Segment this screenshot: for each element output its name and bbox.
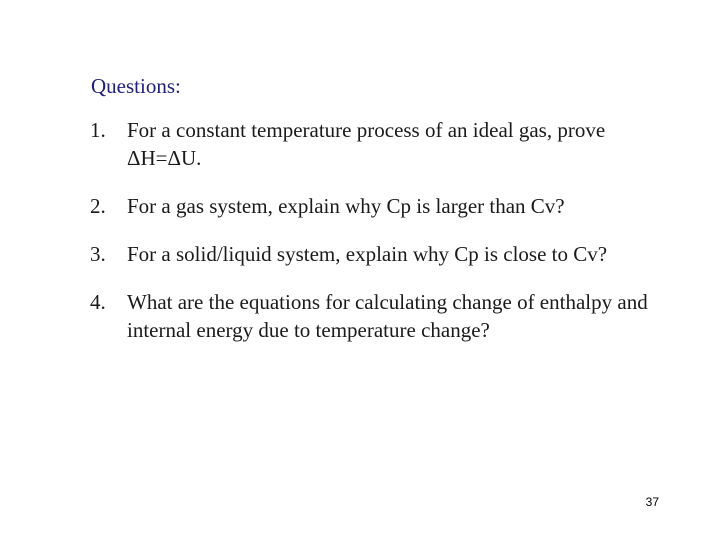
question-number-2: 2.: [90, 194, 106, 218]
question-item-1: [90, 116, 650, 172]
page-number: 37: [645, 495, 659, 509]
slide-heading: Questions:: [91, 74, 181, 98]
question-number-4: 4.: [90, 290, 106, 314]
question-item-3: [90, 240, 650, 268]
question-number-1: 1.: [90, 118, 106, 142]
question-item-2: [90, 192, 650, 220]
question-list: [90, 116, 650, 344]
question-item-4: [90, 288, 650, 344]
question-text-3: For a solid/liquid system, explain why Cp is close to Cv?: [127, 242, 608, 266]
question-number-3: 3.: [90, 242, 106, 266]
question-text-4: What are the equations for calculating change of enthalpy and internal energy due to temperature change?: [127, 290, 648, 342]
question-text-2: For a gas system, explain why Cp is larger than Cv?: [127, 194, 565, 218]
question-text-1: For a constant temperature process of an ideal gas, prove ΔH=ΔU.: [127, 118, 606, 170]
